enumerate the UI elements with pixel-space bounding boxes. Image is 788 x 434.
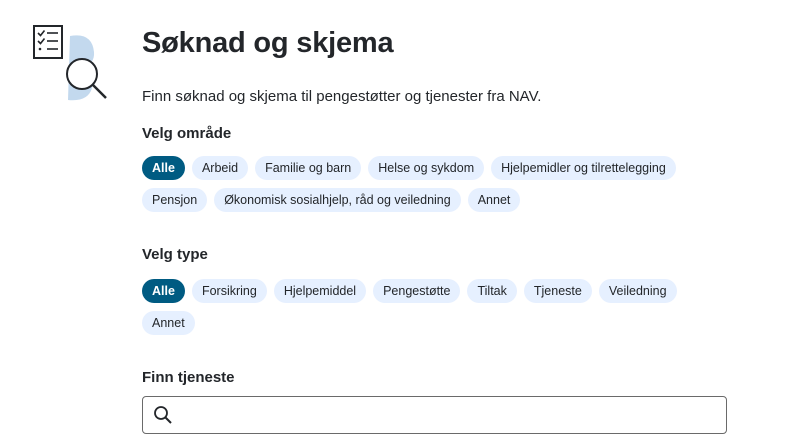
area-chip-alle[interactable]: Alle <box>142 156 185 180</box>
type-filter-chips <box>142 279 742 343</box>
area-filter-label: Velg område <box>142 125 232 142</box>
type-chip-pengestotte[interactable]: Pengestøtte <box>373 279 460 303</box>
type-filter-label: Velg type <box>142 246 208 263</box>
search-field[interactable] <box>142 396 727 434</box>
page-ingress: Finn søknad og skjema til pengestøtter og tjenester fra NAV. <box>142 88 542 105</box>
area-chip-annet[interactable]: Annet <box>468 188 521 212</box>
type-chip-tiltak[interactable]: Tiltak <box>467 279 516 303</box>
checklist-magnifier-illustration <box>30 22 110 102</box>
type-chip-hjelpemiddel[interactable]: Hjelpemiddel <box>274 279 366 303</box>
search-label: Finn tjeneste <box>142 369 235 386</box>
area-chip-familie-og-barn[interactable]: Familie og barn <box>255 156 361 180</box>
area-filter-chips <box>142 156 742 220</box>
area-chip-helse-og-sykdom[interactable]: Helse og sykdom <box>368 156 484 180</box>
type-chip-forsikring[interactable]: Forsikring <box>192 279 267 303</box>
area-chip-okonomisk-sosialhjelp[interactable]: Økonomisk sosialhjelp, råd og veiledning <box>214 188 461 212</box>
type-chip-tjeneste[interactable]: Tjeneste <box>524 279 592 303</box>
type-chip-veiledning[interactable]: Veiledning <box>599 279 677 303</box>
area-chip-pensjon[interactable]: Pensjon <box>142 188 207 212</box>
search-icon <box>153 405 173 425</box>
page-title: Søknad og skjema <box>142 27 394 59</box>
type-chip-annet[interactable]: Annet <box>142 311 195 335</box>
type-chip-alle[interactable]: Alle <box>142 279 185 303</box>
main-content <box>142 22 742 434</box>
area-chip-arbeid[interactable]: Arbeid <box>192 156 248 180</box>
area-chip-hjelpemidler[interactable]: Hjelpemidler og tilrettelegging <box>491 156 676 180</box>
search-input[interactable] <box>181 397 726 433</box>
